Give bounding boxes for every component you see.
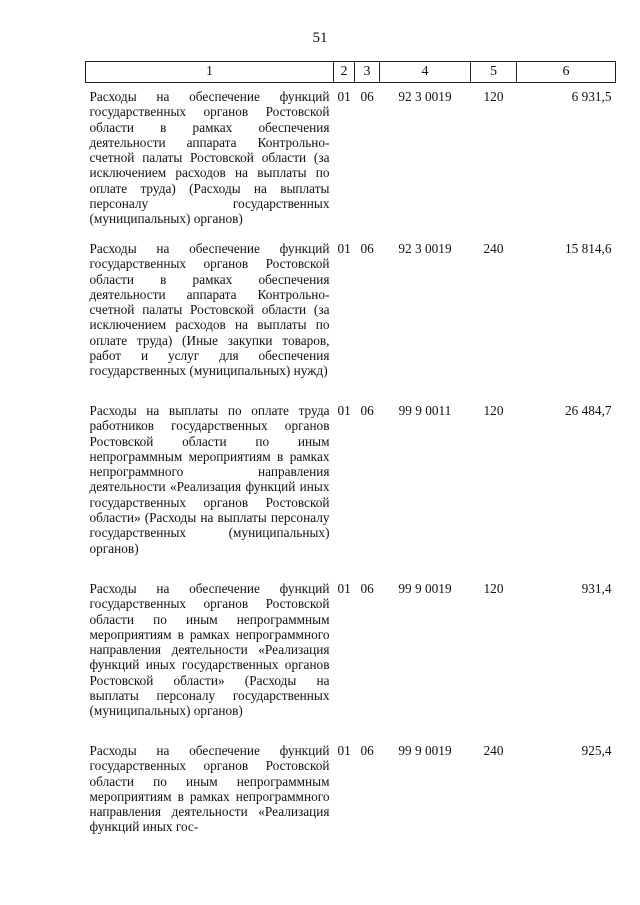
row-expense-type: 240 <box>483 241 504 256</box>
row-expense-type: 120 <box>483 403 504 418</box>
row-description: Расходы на обеспечение функций государственных органов Ростовской области по иным непрограммным мероприятиям в рамках непрограммного направления деятельности «Реализация функций иных гос- <box>89 743 330 835</box>
row-target-article: 99 9 0019 <box>398 581 452 596</box>
row-section-code: 01 <box>337 581 351 596</box>
header-col-3: 3 <box>355 62 380 83</box>
table-row <box>86 235 616 397</box>
row-target-article: 99 9 0019 <box>398 743 452 758</box>
row-section-code: 01 <box>337 89 351 104</box>
row-section-code: 01 <box>337 743 351 758</box>
row-description: Расходы на обеспечение функций государственных органов Ростовской области в рамках обеспечения деятельности аппарата Контрольно-счетной палаты Ростовской области (за исключением расходов на выплаты по оплате труда) (Иные закупки товаров, работ и услуг для обеспечения государственных (муниципальных) нужд) <box>89 241 330 379</box>
table-row <box>86 737 616 843</box>
row-description: Расходы на выплаты по оплате труда работников государственных органов Ростовской области по иным непрограммным мероприятиям в рамках непрограммного направления деятельности «Реализация функций иных государственных органов Ростовской области» (Расходы на выплаты персоналу государственных (муниципальных) органов) <box>89 403 330 556</box>
row-target-article: 99 9 0011 <box>398 403 452 418</box>
table-row <box>86 83 616 236</box>
row-subsection-code: 06 <box>360 743 374 758</box>
row-target-article: 92 3 0019 <box>398 89 452 104</box>
row-subsection-code: 06 <box>360 581 374 596</box>
row-section-code: 01 <box>337 403 351 418</box>
header-col-4: 4 <box>380 62 471 83</box>
table-row <box>86 397 616 575</box>
header-col-6: 6 <box>517 62 616 83</box>
page-number: 51 <box>312 30 328 46</box>
row-amount: 6 931,5 <box>571 89 612 104</box>
row-amount: 26 484,7 <box>564 403 612 418</box>
budget-table <box>85 61 616 843</box>
header-col-1: 1 <box>86 62 334 83</box>
row-subsection-code: 06 <box>360 403 374 418</box>
row-target-article: 92 3 0019 <box>398 241 452 256</box>
row-expense-type: 120 <box>483 581 504 596</box>
row-description: Расходы на обеспечение функций государственных органов Ростовской области в рамках обеспечения деятельности аппарата Контрольно-счетной палаты Ростовской области (за исключением расходов на выплаты по оплате труда) (Расходы на выплаты персоналу государственных (муниципальных) органов) <box>89 89 330 227</box>
header-col-5: 5 <box>471 62 517 83</box>
row-subsection-code: 06 <box>360 89 374 104</box>
row-amount: 15 814,6 <box>564 241 612 256</box>
table-header-row <box>86 62 616 83</box>
row-amount: 931,4 <box>581 581 612 596</box>
table-row <box>86 575 616 737</box>
row-section-code: 01 <box>337 241 351 256</box>
row-subsection-code: 06 <box>360 241 374 256</box>
row-amount: 925,4 <box>581 743 612 758</box>
row-expense-type: 120 <box>483 89 504 104</box>
header-col-2: 2 <box>334 62 355 83</box>
row-expense-type: 240 <box>483 743 504 758</box>
row-description: Расходы на обеспечение функций государственных органов Ростовской области по иным непрограммным мероприятиям в рамках непрограммного направления деятельности «Реализация функций иных государственных органов Ростовской области» (Расходы на выплаты персоналу государственных (муниципальных) органов) <box>89 581 330 719</box>
